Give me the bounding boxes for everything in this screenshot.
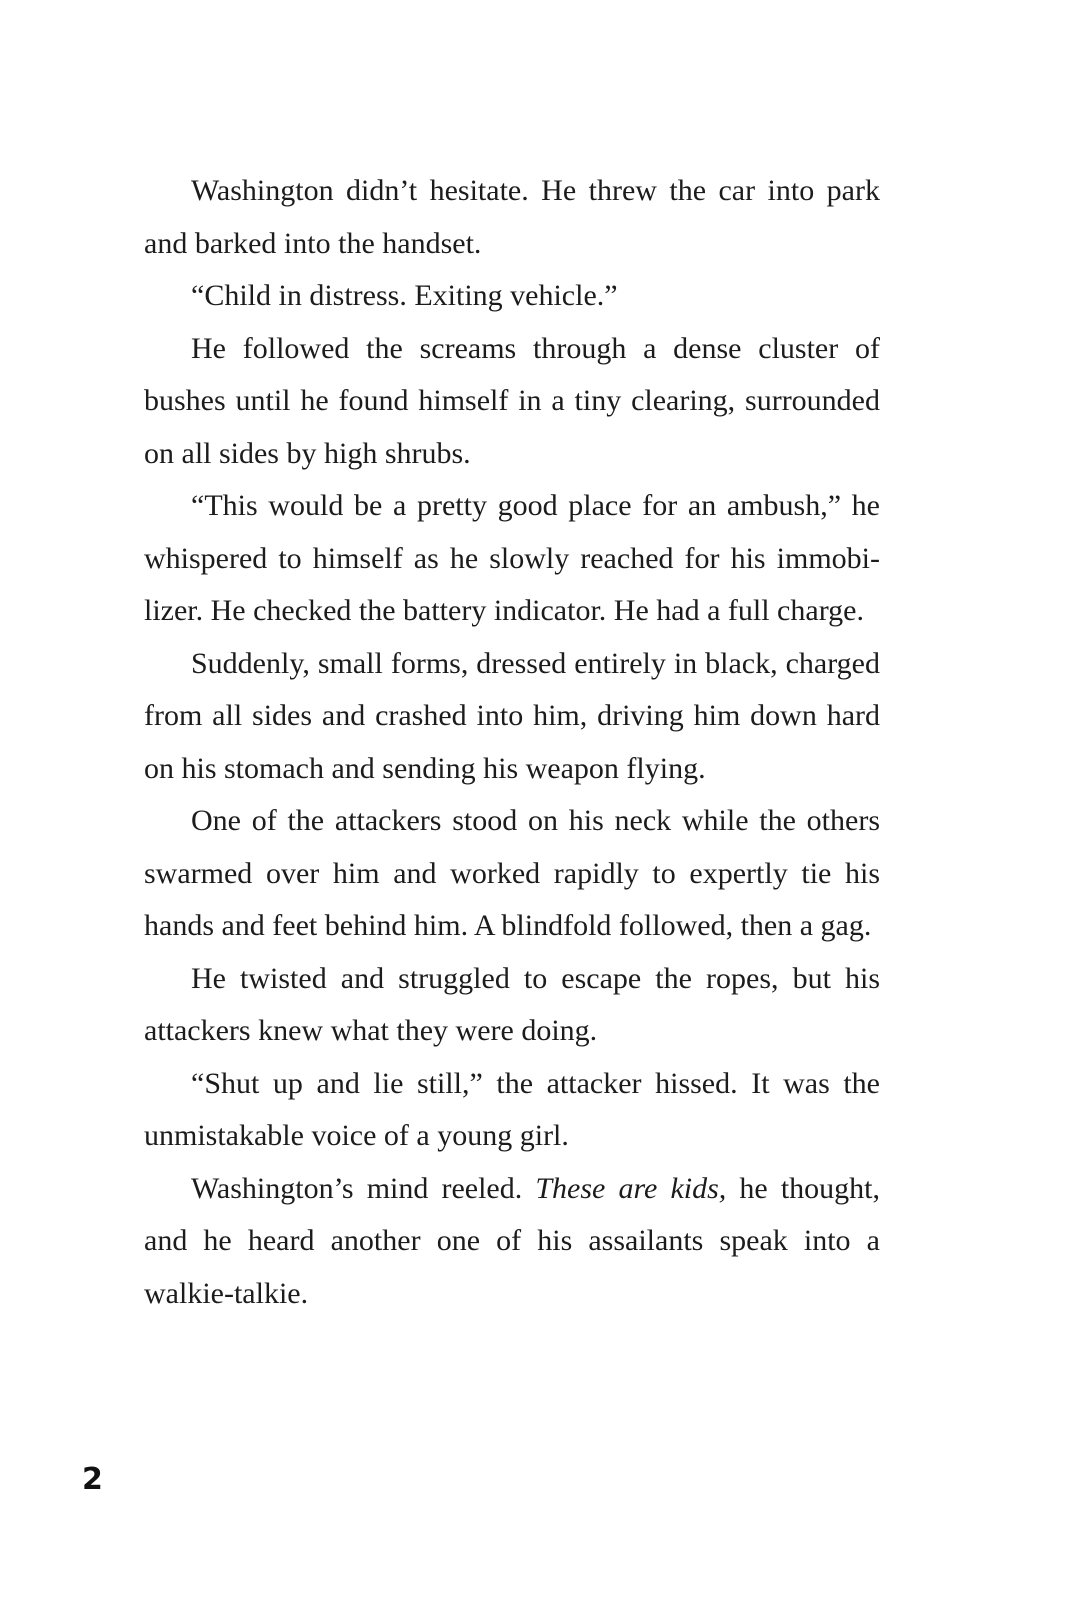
paragraph: “This would be a pretty good place for an ambush,” he whispered to himself as he slowly reached for his immobi-lizer. He checked the battery indicator. He had a full charge. [144, 489, 880, 627]
paragraph: Washington didn’t hesitate. He threw the car into park and barked into the handset. [144, 174, 880, 260]
final-paragraph [144, 1163, 880, 1321]
page-number: 2 [82, 1462, 103, 1497]
paragraph: One of the attackers stood on his neck while the others swarmed over him and worked rapidly to expertly tie his hands and feet behind him. A blindfold followed, then a gag. [144, 804, 880, 942]
paragraph: “Shut up and lie still,” the attacker hissed. It was the unmistakable voice of a young girl. [144, 1066, 880, 1152]
paragraph: He followed the screams through a dense cluster of bushes until he found himself in a tiny clearing, surrounded on all sides by high shrubs. [144, 331, 880, 470]
paragraph: Suddenly, small forms, dressed entirely in black, charged from all sides and crashed into him, driving him down hard on his stomach and sending his weapon flying. [144, 646, 880, 785]
paragraph: He twisted and struggled to escape the ropes, but his attackers knew what they were doing. [144, 961, 880, 1047]
body-text [144, 165, 880, 1320]
italic-thought: These are kids, [535, 1171, 727, 1205]
paragraph: “Child in distress. Exiting vehicle.” [191, 279, 618, 312]
text-run: he thought, and he heard another one of his assailants speak into a walkie-talkie. [144, 1171, 880, 1310]
text-run: Washington’s mind reeled. [191, 1171, 536, 1205]
